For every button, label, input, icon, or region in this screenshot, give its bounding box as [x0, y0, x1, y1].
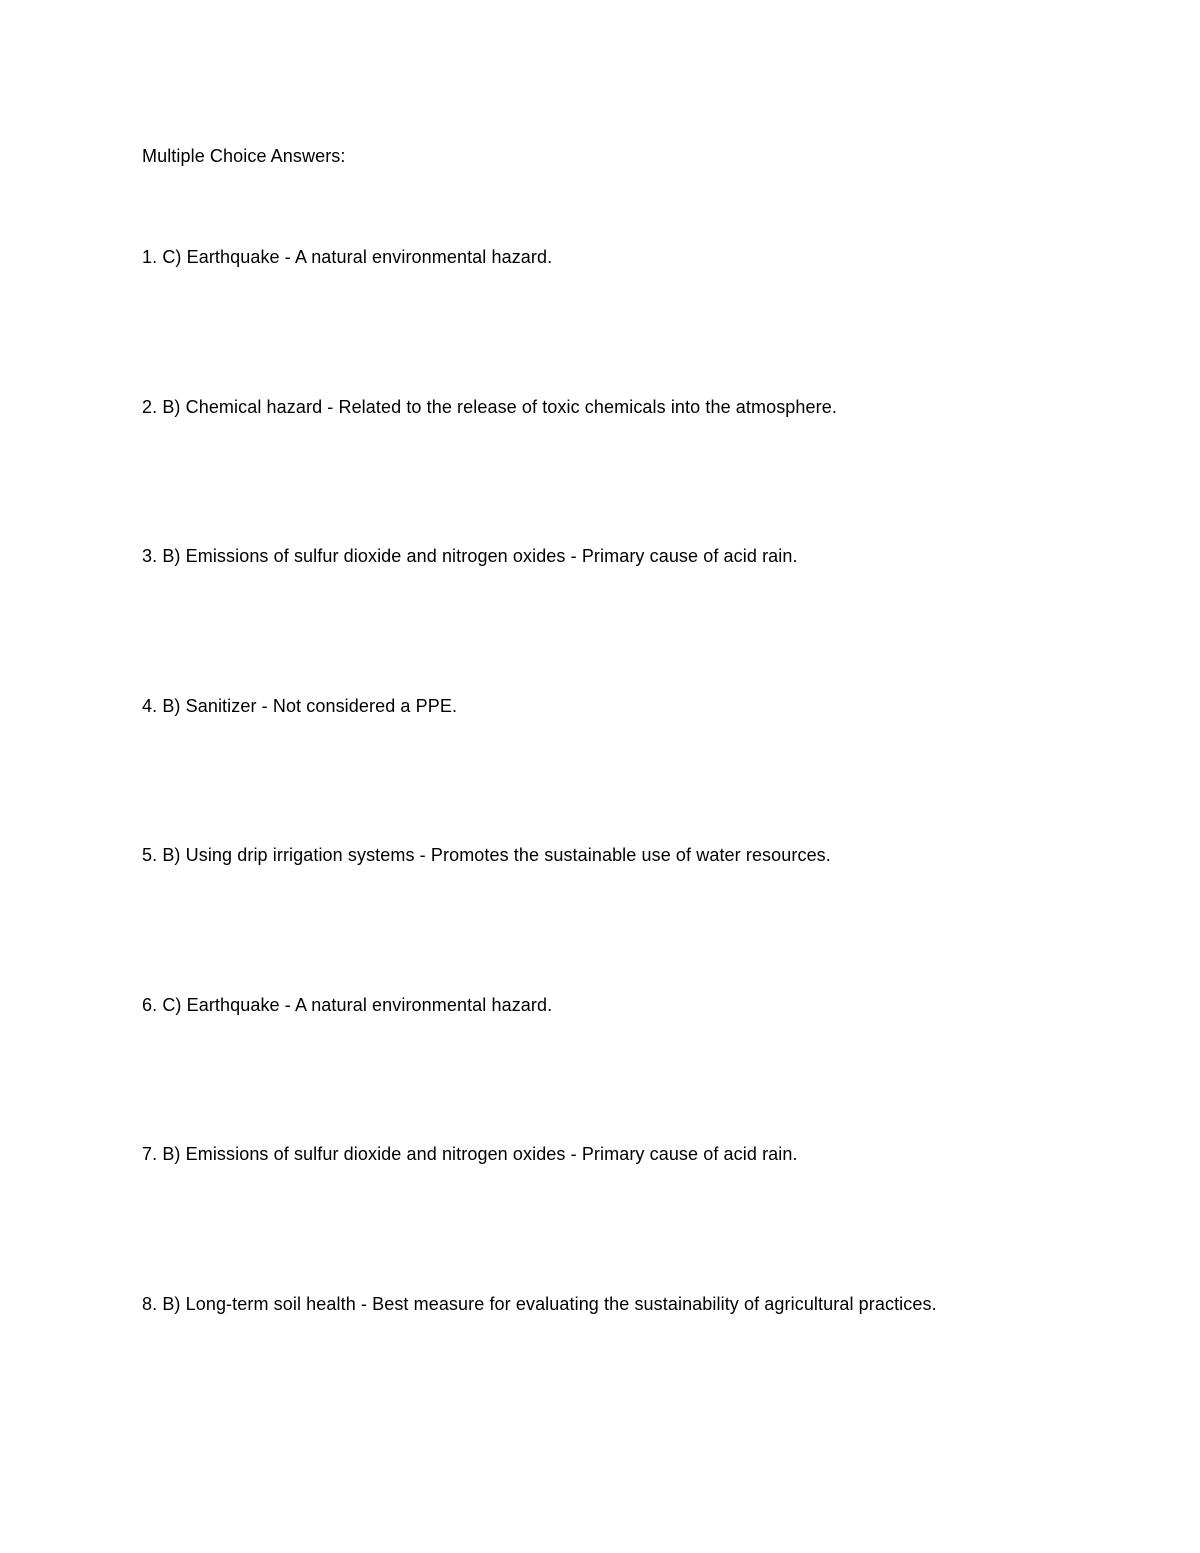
- answer-line: 3. B) Emissions of sulfur dioxide and nitrogen oxides - Primary cause of acid rain.: [142, 546, 798, 566]
- answer-line: 4. B) Sanitizer - Not considered a PPE.: [142, 696, 458, 716]
- answer-line: 5. B) Using drip irrigation systems - Promotes the sustainable use of water resources.: [142, 845, 831, 865]
- answer-line: 6. C) Earthquake - A natural environmental hazard.: [142, 995, 553, 1015]
- answer-line: 2. B) Chemical hazard - Related to the release of toxic chemicals into the atmosphere.: [142, 397, 837, 417]
- page-heading: Multiple Choice Answers:: [142, 146, 346, 166]
- answer-line: 1. C) Earthquake - A natural environmental hazard.: [142, 247, 553, 267]
- answer-line: 7. B) Emissions of sulfur dioxide and nitrogen oxides - Primary cause of acid rain.: [142, 1144, 798, 1164]
- answer-line: 8. B) Long-term soil health - Best measure for evaluating the sustainability of agricultural practices.: [142, 1294, 937, 1314]
